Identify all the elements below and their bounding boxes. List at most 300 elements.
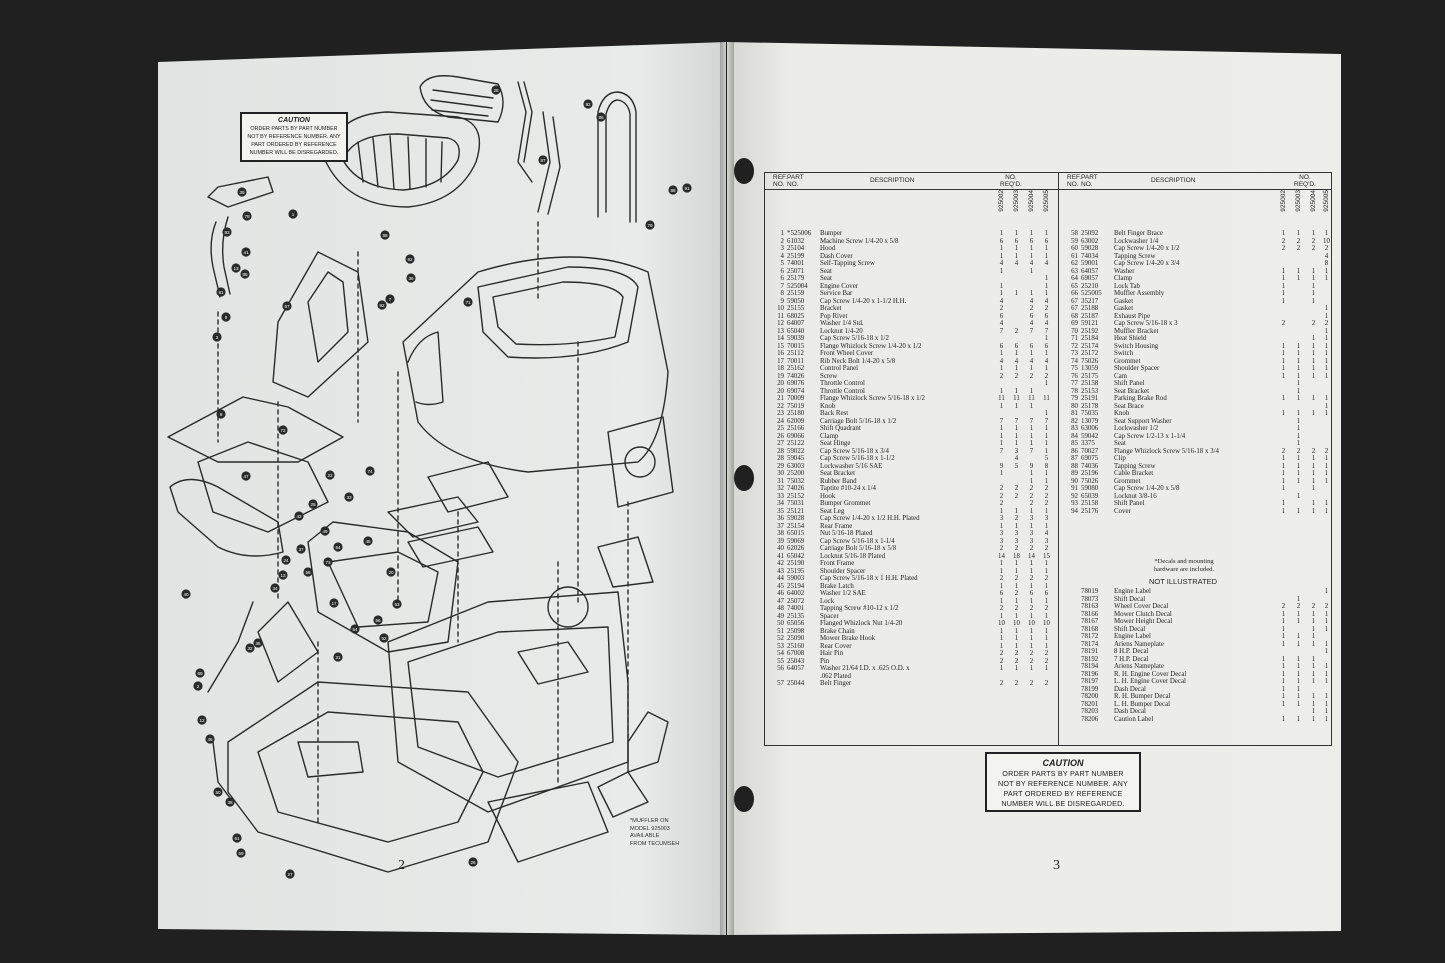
- part-number: 78196: [1081, 670, 1099, 678]
- quantity-required: 1: [1324, 700, 1329, 708]
- quantity-required: 1: [1281, 372, 1286, 380]
- callout-number: 73: [325, 559, 331, 565]
- callout-number: 36: [408, 275, 414, 281]
- part-description: Brake Latch: [820, 582, 854, 590]
- quantity-required: 1: [1324, 470, 1329, 477]
- ref-number: 18: [777, 365, 784, 372]
- part-number: 78174: [1081, 640, 1099, 648]
- callout-number: 9: [224, 314, 228, 320]
- quantity-required: 4: [1044, 260, 1049, 267]
- quantity-required: 2: [999, 575, 1004, 582]
- ref-number: 81: [1071, 410, 1078, 417]
- ref-number: 28: [777, 447, 784, 455]
- quantity-required: 2: [1029, 305, 1034, 312]
- part-number: 65056: [787, 620, 805, 627]
- quantity-required: 1: [1324, 327, 1329, 335]
- part-number: 69076: [787, 380, 805, 387]
- table-row: [1059, 701, 1331, 709]
- quantity-required: 2: [1324, 245, 1329, 252]
- ref-number: 28: [777, 455, 784, 462]
- ref-number: 82: [1071, 417, 1078, 425]
- table-row: [765, 650, 1058, 658]
- ref-number: 57: [777, 680, 784, 687]
- part-description: Front Wheel Cover: [820, 350, 874, 357]
- ref-number: 39: [777, 537, 784, 545]
- quantity-required: 1: [1044, 447, 1049, 455]
- part-number: 25190: [787, 560, 805, 567]
- quantity-required: 1: [1296, 357, 1301, 365]
- table-row: [765, 418, 1058, 426]
- quantity-required: 1: [1281, 357, 1286, 365]
- quantity-required: 4: [1014, 357, 1019, 365]
- part-description: Flange Whizlock Screw 5/16-18 x 3/4: [1114, 447, 1219, 455]
- quantity-required: 1: [1311, 678, 1316, 685]
- ref-number: 6: [780, 267, 784, 275]
- quantity-required: 1: [1281, 290, 1286, 297]
- quantity-required: 1: [1044, 350, 1049, 357]
- quantity-required: 1: [1281, 365, 1286, 372]
- callout-number: 26: [470, 859, 476, 865]
- ref-number: 91: [1071, 485, 1078, 492]
- callout-number: 3: [215, 334, 219, 340]
- part-description: Throttle Control: [820, 387, 865, 395]
- quantity-required: 9: [999, 462, 1004, 470]
- quantity-required: 1: [1029, 582, 1034, 590]
- quantity-required: 1: [1311, 633, 1316, 640]
- quantity-required: 1: [1296, 267, 1301, 275]
- header-part: PART NO.: [787, 174, 804, 188]
- ref-number: 5: [780, 260, 784, 267]
- part-description: Cap Screw 5/16-18 x 1-1/2: [820, 455, 895, 462]
- quantity-required: 1: [999, 252, 1004, 260]
- quantity-required: 4: [1044, 320, 1049, 327]
- table-row: [765, 448, 1058, 456]
- quantity-required: 1: [1324, 357, 1329, 365]
- quantity-required: 1: [1029, 612, 1034, 620]
- quantity-required: 1: [1311, 342, 1316, 350]
- part-number: 78168: [1081, 625, 1099, 633]
- quantity-required: 6: [1029, 342, 1034, 350]
- part-number: 25172: [1081, 350, 1099, 357]
- table-row: [1059, 253, 1331, 261]
- page-number-right: 3: [1053, 858, 1060, 873]
- quantity-required: 1: [1281, 670, 1286, 678]
- quantity-required: 1: [1296, 595, 1301, 603]
- part-number: 78191: [1081, 648, 1099, 655]
- quantity-required: 2: [1014, 605, 1019, 612]
- not-illustrated-title: NOT ILLUSTRATED: [1149, 577, 1218, 586]
- table-row: [765, 440, 1058, 448]
- part-description: L. H. Bumper Decal: [1114, 700, 1171, 708]
- part-description: .062 Plated: [820, 672, 852, 680]
- part-description: Locknut 5/16-18 Plated: [820, 552, 886, 560]
- part-number: 25112: [787, 350, 804, 357]
- callout-number: 13: [233, 265, 239, 271]
- part-description: Pin: [820, 657, 830, 665]
- table-row: [765, 553, 1058, 561]
- quantity-required: 1: [1324, 410, 1329, 417]
- quantity-required: 2: [1029, 372, 1034, 380]
- quantity-required: 1: [1029, 560, 1034, 567]
- part-description: Control Panel: [820, 365, 859, 372]
- part-number: 78199: [1081, 685, 1099, 693]
- quantity-required: 1: [999, 350, 1004, 357]
- table-row: [765, 245, 1058, 253]
- part-description: Seat Bracket: [1114, 387, 1150, 395]
- callout-number: 57: [284, 303, 290, 309]
- table-row: [765, 568, 1058, 576]
- part-number: 78197: [1081, 678, 1099, 685]
- part-number: 25104: [787, 245, 805, 252]
- quantity-required: 1: [1311, 462, 1316, 470]
- part-description: Lockwasher 1/2: [1114, 425, 1159, 432]
- part-description: Shift Panel: [1114, 500, 1145, 507]
- part-description: Carriage Bolt 5/16-18 x 1/2: [820, 417, 897, 425]
- quantity-required: 1: [1324, 365, 1329, 372]
- quantity-required: 2: [1281, 320, 1286, 327]
- ref-number: 11: [777, 312, 784, 320]
- ref-number: 63: [1071, 267, 1078, 275]
- quantity-required: 2: [1044, 492, 1049, 500]
- quantity-required: 1: [1029, 267, 1034, 275]
- table-row: [1059, 245, 1331, 253]
- table-row: [765, 470, 1058, 478]
- part-description: Locknut 1/4-20: [820, 327, 863, 335]
- quantity-required: 2: [1311, 245, 1316, 252]
- quantity-required: 1: [999, 402, 1004, 410]
- table-row: [765, 575, 1058, 583]
- callout-number: 74: [367, 468, 373, 474]
- callout-number: 50: [215, 789, 221, 795]
- quantity-required: 1: [1029, 567, 1034, 575]
- ref-number: 6: [780, 275, 784, 282]
- quantity-required: 1: [1296, 462, 1301, 470]
- callout-number: 52: [381, 635, 387, 641]
- table-row: [765, 403, 1058, 411]
- ref-number: 47: [777, 597, 784, 605]
- quantity-required: 1: [1311, 663, 1316, 670]
- callout-number: 7: [388, 296, 392, 302]
- quantity-required: 1: [1296, 417, 1301, 425]
- quantity-required: 3: [999, 530, 1004, 537]
- table-row: [1059, 671, 1331, 679]
- part-number: 35217: [1081, 297, 1099, 305]
- part-number: 62026: [787, 545, 805, 552]
- quantity-required: 1: [1281, 297, 1286, 305]
- quantity-required: 2: [999, 657, 1004, 665]
- table-row: [765, 395, 1058, 403]
- quantity-required: 1: [1014, 627, 1019, 635]
- model-number: 925004: [1028, 190, 1035, 212]
- quantity-required: 7: [1044, 327, 1049, 335]
- part-number: 59028: [1081, 245, 1099, 252]
- table-row: [765, 433, 1058, 441]
- quantity-required: 1: [1044, 380, 1049, 387]
- quantity-required: 1: [1281, 633, 1286, 640]
- part-description: Flanged Whizlock Nut 1/4-20: [820, 620, 903, 627]
- table-row: [1059, 470, 1331, 478]
- table-row: [765, 358, 1058, 366]
- quantity-required: 1: [1324, 693, 1329, 700]
- quantity-required: 2: [1029, 500, 1034, 507]
- quantity-required: 2: [1296, 447, 1301, 455]
- table-header: [1059, 173, 1331, 190]
- quantity-required: 1: [1311, 275, 1316, 282]
- table-row: [1059, 418, 1331, 426]
- ref-number: 70: [1071, 327, 1078, 335]
- caution-notice-right: [985, 752, 1141, 812]
- quantity-required: 1: [999, 582, 1004, 590]
- ref-number: 67: [1071, 297, 1078, 305]
- ref-number: 74: [1071, 357, 1078, 365]
- part-description: Cap Screw 5/16-18 x 3/4: [820, 447, 889, 455]
- quantity-required: 1: [1296, 230, 1301, 237]
- quantity-required: 2: [1044, 485, 1049, 492]
- part-number: 63003: [787, 462, 805, 470]
- quantity-required: 1: [1296, 275, 1301, 282]
- table-row: [765, 238, 1058, 246]
- ref-number: 19: [777, 372, 784, 380]
- callout-number: 42: [296, 513, 302, 519]
- part-number: 525005: [1081, 290, 1102, 297]
- part-number: 25160: [787, 642, 805, 650]
- quantity-required: 1: [1311, 395, 1316, 402]
- model-number: 925004: [1310, 190, 1317, 212]
- callout-number: 12: [199, 717, 205, 723]
- quantity-required: 4: [1029, 357, 1034, 365]
- part-number: 69057: [1081, 275, 1099, 282]
- part-description: Washer: [1114, 267, 1135, 275]
- quantity-required: 3: [1029, 515, 1034, 522]
- part-number: 25210: [1081, 282, 1099, 290]
- callout-number: 33: [346, 494, 352, 500]
- quantity-required: 1: [999, 470, 1004, 477]
- ref-number: 86: [1071, 447, 1078, 455]
- quantity-required: 1: [1311, 640, 1316, 648]
- table-row: [1059, 708, 1331, 716]
- part-description: Gasket: [1114, 305, 1134, 312]
- part-number: 59039: [787, 335, 805, 342]
- ref-number: 37: [777, 522, 784, 530]
- quantity-required: 1: [1324, 708, 1329, 715]
- table-row: [765, 613, 1058, 621]
- ref-number: 65: [1071, 282, 1078, 290]
- part-number: 25194: [787, 582, 805, 590]
- quantity-required: 1: [1044, 410, 1049, 417]
- quantity-required: 1: [1296, 455, 1301, 462]
- quantity-required: 1: [1044, 642, 1049, 650]
- part-number: 61032: [787, 237, 805, 245]
- ref-number: 21: [777, 395, 784, 402]
- quantity-required: 2: [1281, 603, 1286, 610]
- part-number: 25187: [1081, 312, 1099, 320]
- part-number: 25043: [787, 657, 805, 665]
- quantity-required: 3: [1014, 537, 1019, 545]
- quantity-required: 11: [1043, 395, 1050, 402]
- parts-rows: [1059, 230, 1331, 515]
- quantity-required: 1: [1281, 342, 1286, 350]
- part-number: 64007: [787, 320, 805, 327]
- quantity-required: 1: [1311, 230, 1316, 237]
- part-description: Caution Label: [1114, 715, 1154, 723]
- table-row: [765, 478, 1058, 486]
- part-description: Taptite #10-24 x 1/4: [820, 485, 876, 492]
- quantity-required: 1: [1029, 477, 1034, 485]
- quantity-required: 1: [1014, 597, 1019, 605]
- quantity-required: 1: [1311, 477, 1316, 485]
- quantity-required: 1: [1281, 230, 1286, 237]
- part-description: Parking Brake Rod: [1114, 395, 1167, 402]
- part-description: Engine Cover: [820, 282, 859, 290]
- table-row: [1059, 686, 1331, 694]
- quantity-required: 1: [1029, 350, 1034, 357]
- quantity-required: 7: [1029, 327, 1034, 335]
- quantity-required: 1: [1044, 582, 1049, 590]
- part-number: 74001: [787, 605, 805, 612]
- table-row: [765, 388, 1058, 396]
- ref-number: 60: [1071, 245, 1078, 252]
- part-number: 59028: [787, 515, 805, 522]
- part-description: Self-Tapping Screw: [820, 260, 875, 267]
- parts-column-right: [1059, 173, 1331, 745]
- part-number: 65042: [787, 552, 805, 560]
- part-number: 59050: [787, 297, 805, 305]
- quantity-required: 1: [1311, 693, 1316, 700]
- quantity-required: 1: [1044, 425, 1049, 432]
- ref-number: 83: [1071, 425, 1078, 432]
- table-row: [765, 305, 1058, 313]
- part-description: Tapping Screw: [1114, 252, 1156, 260]
- part-number: 59022: [787, 447, 805, 455]
- quantity-required: 3: [999, 537, 1004, 545]
- table-header: [765, 173, 1058, 190]
- quantity-required: 1: [1281, 618, 1286, 625]
- part-description: Clamp: [820, 432, 839, 440]
- table-row: [1059, 716, 1331, 724]
- part-description: Seat Support Washer: [1114, 417, 1172, 425]
- part-description: Cap Screw 5/16-18 x 1/2: [820, 335, 889, 342]
- quantity-required: 2: [1044, 657, 1049, 665]
- quantity-required: 1: [1281, 470, 1286, 477]
- ref-number: 93: [1071, 500, 1078, 507]
- part-description: Carriage Bolt 5/16-18 x 5/8: [820, 545, 897, 552]
- quantity-required: 6: [1044, 590, 1049, 597]
- quantity-required: 1: [1044, 507, 1049, 515]
- quantity-required: 1: [1044, 627, 1049, 635]
- chassis-drawing: [388, 592, 628, 812]
- table-row: [1059, 508, 1331, 516]
- callout-number: 34: [272, 585, 278, 591]
- ref-number: 9: [780, 297, 784, 305]
- quantity-required: 2: [999, 492, 1004, 500]
- part-description: Screw: [820, 372, 838, 380]
- quantity-required: 2: [1029, 485, 1034, 492]
- table-row: [1059, 260, 1331, 268]
- quantity-required: 1: [1324, 507, 1329, 515]
- part-number: 59042: [1081, 432, 1099, 440]
- part-number: 78206: [1081, 715, 1099, 723]
- quantity-required: 3: [1029, 530, 1034, 537]
- table-row: [765, 485, 1058, 493]
- quantity-required: 1: [999, 432, 1004, 440]
- quantity-required: 4: [1324, 252, 1329, 260]
- part-description: Knob: [820, 402, 836, 410]
- table-row: [765, 643, 1058, 651]
- part-description: Bumper: [820, 230, 843, 237]
- part-description: Seat: [1114, 440, 1126, 447]
- table-row: [1059, 410, 1331, 418]
- table-row: [1059, 350, 1331, 358]
- part-number: 25176: [1081, 507, 1099, 515]
- quantity-required: 4: [1029, 297, 1034, 305]
- quantity-required: 7: [1044, 417, 1049, 425]
- exploded-parts-diagram: [158, 42, 726, 912]
- quantity-required: 1: [1044, 635, 1049, 642]
- table-row: [765, 335, 1058, 343]
- part-number: 75031: [787, 500, 805, 507]
- part-number: 25195: [787, 567, 805, 575]
- table-row: [1059, 305, 1331, 313]
- part-description: Lock: [820, 597, 835, 605]
- table-row: [765, 530, 1058, 538]
- part-number: 78194: [1081, 663, 1099, 670]
- callout-number: 39: [239, 189, 245, 195]
- quantity-required: 1: [1014, 635, 1019, 642]
- callout-number: 83: [224, 229, 230, 235]
- quantity-required: 1: [1029, 507, 1034, 515]
- quantity-required: 1: [1311, 470, 1316, 477]
- ref-number: 32: [777, 485, 784, 492]
- part-description: Dash Decal: [1114, 685, 1146, 693]
- part-number: 25072: [787, 597, 805, 605]
- quantity-required: 1: [1311, 625, 1316, 633]
- quantity-required: 1: [999, 567, 1004, 575]
- part-number: 25071: [787, 267, 805, 275]
- quantity-required: 1: [1044, 230, 1049, 237]
- part-description: Engine Label: [1114, 588, 1151, 595]
- table-row: [1059, 618, 1331, 626]
- callout-number: 58: [305, 569, 311, 575]
- part-number: 59080: [1081, 485, 1099, 492]
- part-description: Grommet: [1114, 357, 1141, 365]
- part-number: 25200: [787, 470, 805, 477]
- header-req: NO. REQ'D.: [1000, 174, 1022, 188]
- part-description: Cap Screw 5/16-18 x 3: [1114, 320, 1178, 327]
- quantity-required: 1: [1029, 665, 1034, 672]
- part-description: Shoulder Spacer: [820, 567, 866, 575]
- ref-number: 54: [777, 650, 784, 657]
- quantity-required: 8: [1044, 462, 1049, 470]
- part-description: Nut 5/16-18 Plated: [820, 530, 873, 537]
- quantity-required: 1: [1324, 618, 1329, 625]
- part-number: 75026: [1081, 357, 1099, 365]
- callout-number: 20: [388, 569, 394, 575]
- quantity-required: 2: [999, 500, 1004, 507]
- quantity-required: 1: [1311, 618, 1316, 625]
- part-number: 78166: [1081, 610, 1099, 618]
- callout-number: 46: [207, 736, 213, 742]
- quantity-required: 1: [1281, 500, 1286, 507]
- quantity-required: 1: [999, 635, 1004, 642]
- part-number: 25192: [1081, 327, 1099, 335]
- part-number: 78167: [1081, 618, 1099, 625]
- part-description: Tapping Screw #10-12 x 1/2: [820, 605, 899, 612]
- quantity-required: 7: [999, 447, 1004, 455]
- table-row: [765, 350, 1058, 358]
- caution-text: ORDER PARTS BY PART NUMBER NOT BY REFERENCE NUMBER. ANY PART ORDERED BY REFERENCE NUMBER WILL BE DISREGARDED.: [998, 769, 1128, 808]
- ref-number: 52: [777, 635, 784, 642]
- part-number: 25180: [787, 410, 805, 417]
